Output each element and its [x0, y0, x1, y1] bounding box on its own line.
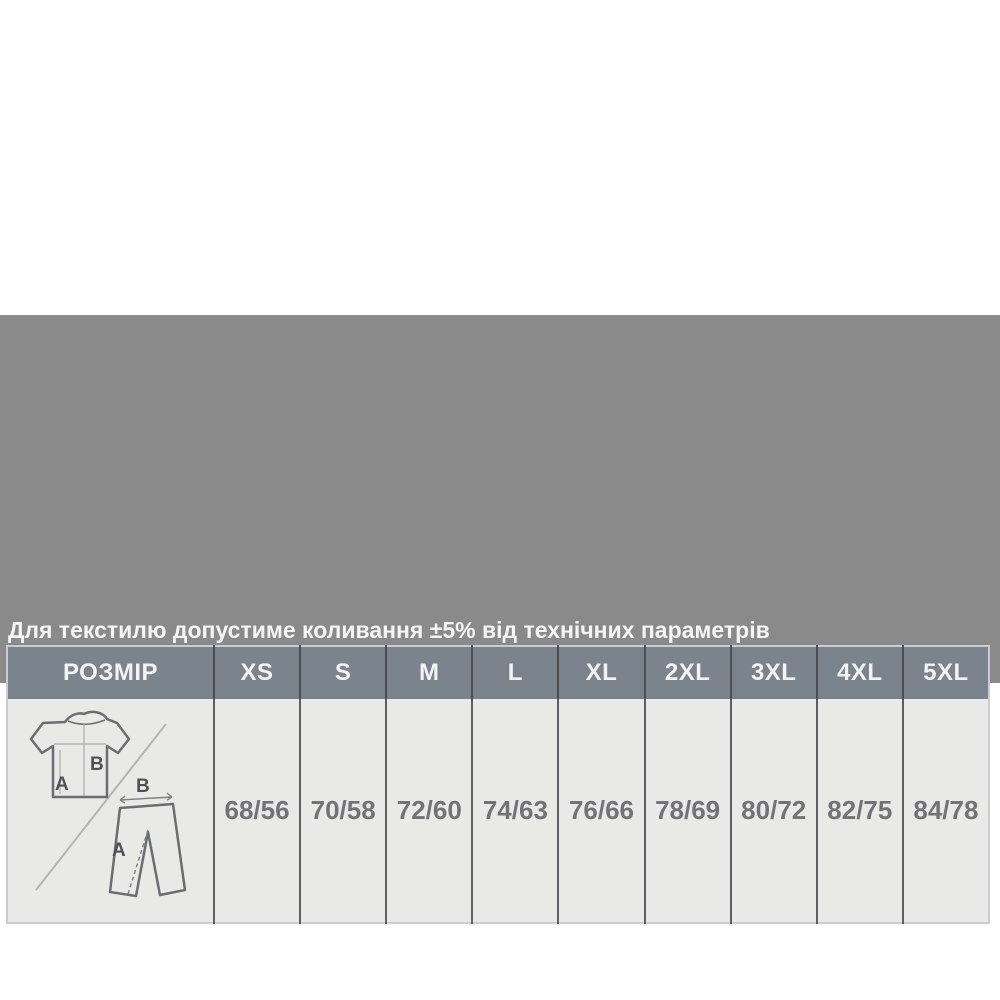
- col-header-size: РОЗМІР: [7, 646, 214, 699]
- tshirt-length-label: A: [55, 774, 69, 795]
- col-header-s: S: [300, 646, 386, 699]
- pants-width-label: B: [136, 776, 150, 797]
- col-header-5xl: 5XL: [903, 646, 989, 699]
- col-header-m: M: [386, 646, 472, 699]
- size-value-l: 74/63: [472, 699, 558, 923]
- size-value-m: 72/60: [386, 699, 472, 923]
- size-value-2xl: 78/69: [645, 699, 731, 923]
- tshirt-outline-icon: [31, 712, 129, 797]
- col-header-4xl: 4XL: [817, 646, 903, 699]
- col-header-l: L: [472, 646, 558, 699]
- size-table: [6, 645, 990, 924]
- col-header-2xl: 2XL: [645, 646, 731, 699]
- col-header-xs: XS: [214, 646, 300, 699]
- col-header-xl: XL: [558, 646, 644, 699]
- size-value-xs: 68/56: [214, 699, 300, 923]
- tshirt-width-label: B: [90, 754, 104, 775]
- size-table-header-row: [7, 646, 989, 699]
- measurement-diagram-cell: [7, 699, 214, 923]
- col-header-3xl: 3XL: [731, 646, 817, 699]
- size-value-s: 70/58: [300, 699, 386, 923]
- size-value-5xl: 84/78: [903, 699, 989, 923]
- size-table-value-row: [7, 699, 989, 923]
- tshirt-pants-measurement-diagram: [8, 700, 213, 921]
- tolerance-note: Для текстилю допустиме коливання ±5% від технічних параметрів: [8, 617, 770, 643]
- pants-length-label: A: [112, 840, 126, 861]
- size-value-4xl: 82/75: [817, 699, 903, 923]
- size-value-xl: 76/66: [558, 699, 644, 923]
- size-value-3xl: 80/72: [731, 699, 817, 923]
